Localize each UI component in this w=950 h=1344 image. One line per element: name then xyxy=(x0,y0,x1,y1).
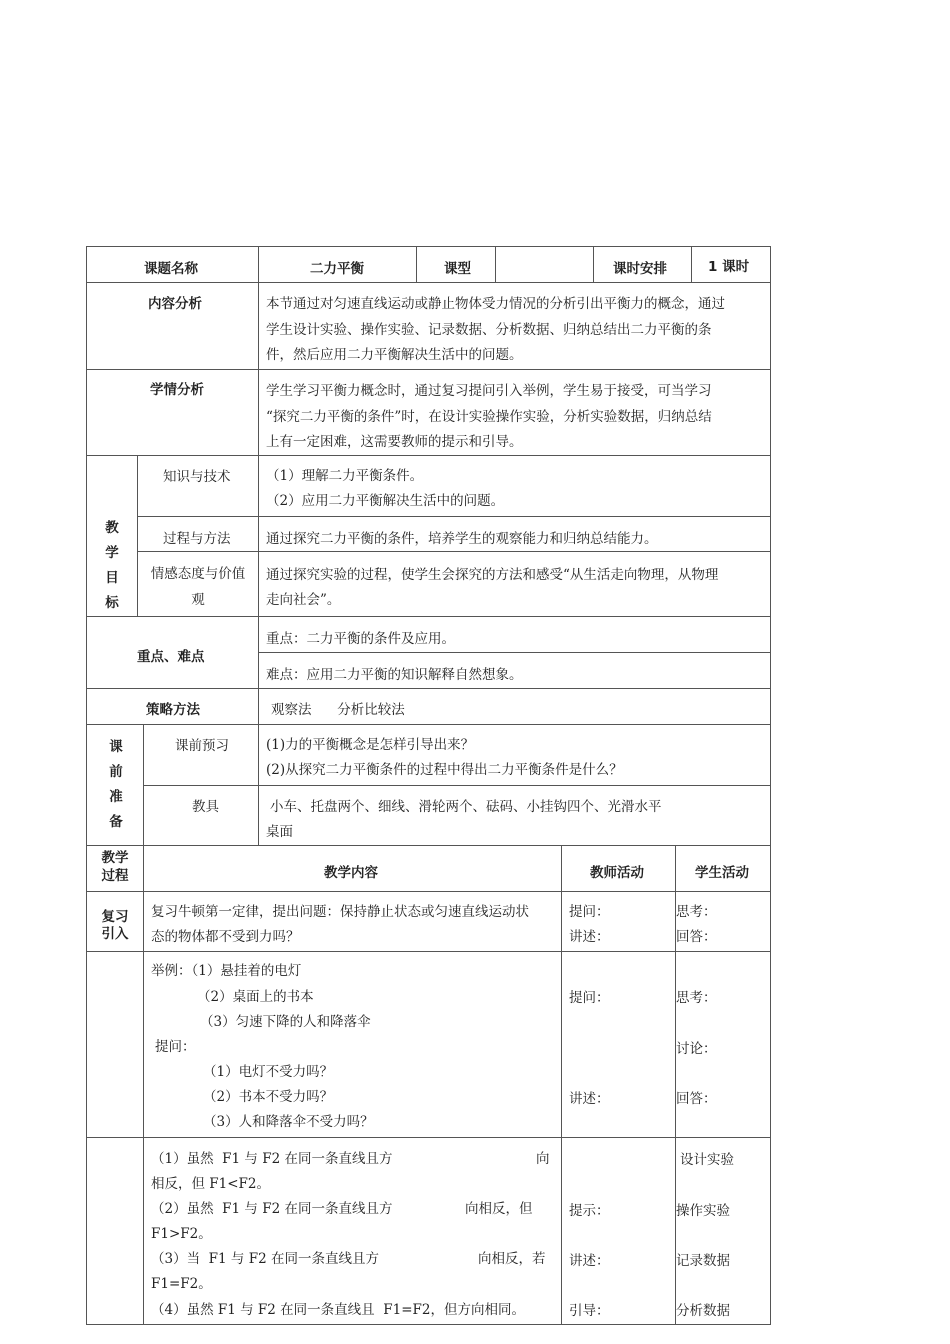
experiment-case-4: （4）虽然 F1 与 F2 在同一条直线且 F1=F2，但方向相同。 xyxy=(151,1302,525,1318)
knowledge-line: （2）应用二力平衡解决生活中的问题。 xyxy=(266,493,505,509)
learner-analysis-line: 学生学习平衡力概念时，通过复习提问引入举例，学生易于接受，可当学习 xyxy=(266,383,712,399)
example-line: （3）匀速下降的人和降落伞 xyxy=(200,1014,371,1030)
process-text: 通过探究二力平衡的条件，培养学生的观察能力和归纳总结能力。 xyxy=(266,531,658,547)
process-header-content: 教学内容 xyxy=(324,865,378,881)
review-student-line: 思考： xyxy=(676,904,717,920)
review-content-line: 态的物体都不受到力吗？ xyxy=(151,929,300,945)
objectives-label-char: 目 xyxy=(105,570,119,586)
examples-student-line: 思考： xyxy=(676,990,717,1006)
learner-analysis-line: 上有一定困难，这需要教师的提示和引导。 xyxy=(266,434,523,450)
experiments-teacher-line: 提示： xyxy=(569,1203,610,1219)
learner-analysis-line: “探究二力平衡的条件”时，在设计实验操作实验，分析实验数据，归纳总结 xyxy=(266,409,712,425)
experiment-case-2-cont: F1>F2。 xyxy=(151,1226,212,1242)
experiments-student-line: 分析数据 xyxy=(676,1303,730,1319)
experiments-student-line: 操作实验 xyxy=(676,1203,730,1219)
header-type-value-cell xyxy=(495,246,594,283)
experiment-case-3-tail: 向相反，若 xyxy=(478,1251,546,1267)
experiment-case-1-cont: 相反，但 F1<F2。 xyxy=(151,1176,271,1192)
key-points-label: 重点、难点 xyxy=(137,649,205,665)
examples-teacher-line: 讲述： xyxy=(569,1091,610,1107)
topic-value: 二力平衡 xyxy=(310,261,364,277)
content-analysis-line: 学生设计实验、操作实验、记录数据、分析数据、归纳总结出二力平衡的条 xyxy=(266,322,712,338)
preparation-label-char: 前 xyxy=(109,764,123,780)
review-teacher-line: 提问： xyxy=(569,904,610,920)
process-header-label: 过程 xyxy=(101,868,129,884)
examples-student-line: 讨论： xyxy=(676,1041,717,1057)
preparation-label-char: 备 xyxy=(109,814,123,830)
content-analysis-label: 内容分析 xyxy=(148,296,202,312)
review-content-line: 复习牛顿第一定律，提出问题：保持静止状态或匀速直线运动状 xyxy=(151,904,529,920)
content-analysis-line: 本节通过对匀速直线运动或静止物体受力情况的分析引出平衡力的概念，通过 xyxy=(266,296,725,312)
example-line: （2）桌面上的书本 xyxy=(197,989,314,1005)
examples-teacher-line: 提问： xyxy=(569,990,610,1006)
process-header-label: 教学 xyxy=(101,850,129,866)
preview-line: (2)从探究二力平衡条件的过程中得出二力平衡条件是什么？ xyxy=(266,762,623,778)
review-teacher-line: 讲述： xyxy=(569,929,610,945)
tools-line: 桌面 xyxy=(266,824,293,840)
example-line: （2）书本不受力吗？ xyxy=(203,1089,334,1105)
example-line: （1）电灯不受力吗？ xyxy=(203,1064,334,1080)
examples-label-cell xyxy=(86,951,144,1138)
knowledge-label: 知识与技术 xyxy=(163,469,231,485)
experiment-case-2-tail: 向相反，但 xyxy=(465,1201,533,1217)
preview-label: 课前预习 xyxy=(175,738,229,754)
objectives-label-char: 学 xyxy=(105,545,119,561)
experiments-student-line: 记录数据 xyxy=(676,1253,730,1269)
tools-line: 小车、托盘两个、细线、滑轮两个、砝码、小挂钩四个、光滑水平 xyxy=(270,799,662,815)
objectives-label-char: 教 xyxy=(105,520,119,536)
objectives-label-char: 标 xyxy=(105,595,119,611)
example-line: 提问： xyxy=(155,1039,196,1055)
knowledge-line: （1）理解二力平衡条件。 xyxy=(266,468,424,484)
process-header-teacher: 教师活动 xyxy=(590,865,644,881)
type-label: 课型 xyxy=(444,261,471,277)
topic-label: 课题名称 xyxy=(144,261,198,277)
examples-student-line: 回答： xyxy=(676,1091,717,1107)
experiment-case-3: （3）当 F1 与 F2 在同一条直线且方 xyxy=(151,1251,379,1267)
learner-analysis-label: 学情分析 xyxy=(150,382,204,398)
strategy-label: 策略方法 xyxy=(146,702,200,718)
experiments-teacher-line: 引导： xyxy=(569,1303,610,1319)
preparation-label-char: 准 xyxy=(109,789,123,805)
experiments-teacher-line: 讲述： xyxy=(569,1253,610,1269)
example-line: （3）人和降落伞不受力吗？ xyxy=(203,1114,374,1130)
process-header-student: 学生活动 xyxy=(695,865,749,881)
strategy-value: 观察法 分析比较法 xyxy=(271,702,405,718)
experiment-case-1: （1）虽然 F1 与 F2 在同一条直线且方 xyxy=(151,1151,393,1167)
review-label: 引入 xyxy=(101,926,129,942)
experiments-teacher-cell xyxy=(561,1137,676,1325)
difficulty-text: 难点：应用二力平衡的知识解释自然想象。 xyxy=(266,667,523,683)
hours-label: 课时安排 xyxy=(613,261,667,277)
example-line: 举例：（1）悬挂着的电灯 xyxy=(151,963,302,979)
preview-line: (1)力的平衡概念是怎样引导出来？ xyxy=(266,737,475,753)
tools-label: 教具 xyxy=(192,799,219,815)
process-label: 过程与方法 xyxy=(163,531,231,547)
experiment-case-3-cont: F1=F2。 xyxy=(151,1276,212,1292)
experiment-case-2: （2）虽然 F1 与 F2 在同一条直线且方 xyxy=(151,1201,393,1217)
preparation-label-char: 课 xyxy=(109,739,123,755)
attitude-line: 通过探究实验的过程，使学生会探究的方法和感受“从生活走向物理，从物理 xyxy=(266,567,719,583)
experiments-label-cell xyxy=(86,1137,144,1325)
attitude-label: 观 xyxy=(191,592,205,608)
experiment-case-1-tail: 向 xyxy=(536,1151,550,1167)
hours-value: 1 课时 xyxy=(708,259,750,275)
attitude-line: 走向社会”。 xyxy=(266,592,341,608)
review-student-line: 回答： xyxy=(676,929,717,945)
experiments-student-line: 设计实验 xyxy=(680,1152,734,1168)
review-label: 复习 xyxy=(101,909,129,925)
content-analysis-line: 件，然后应用二力平衡解决生活中的问题。 xyxy=(266,347,523,363)
attitude-label: 情感态度与价值 xyxy=(150,566,246,582)
key-point-text: 重点：二力平衡的条件及应用。 xyxy=(266,631,455,647)
